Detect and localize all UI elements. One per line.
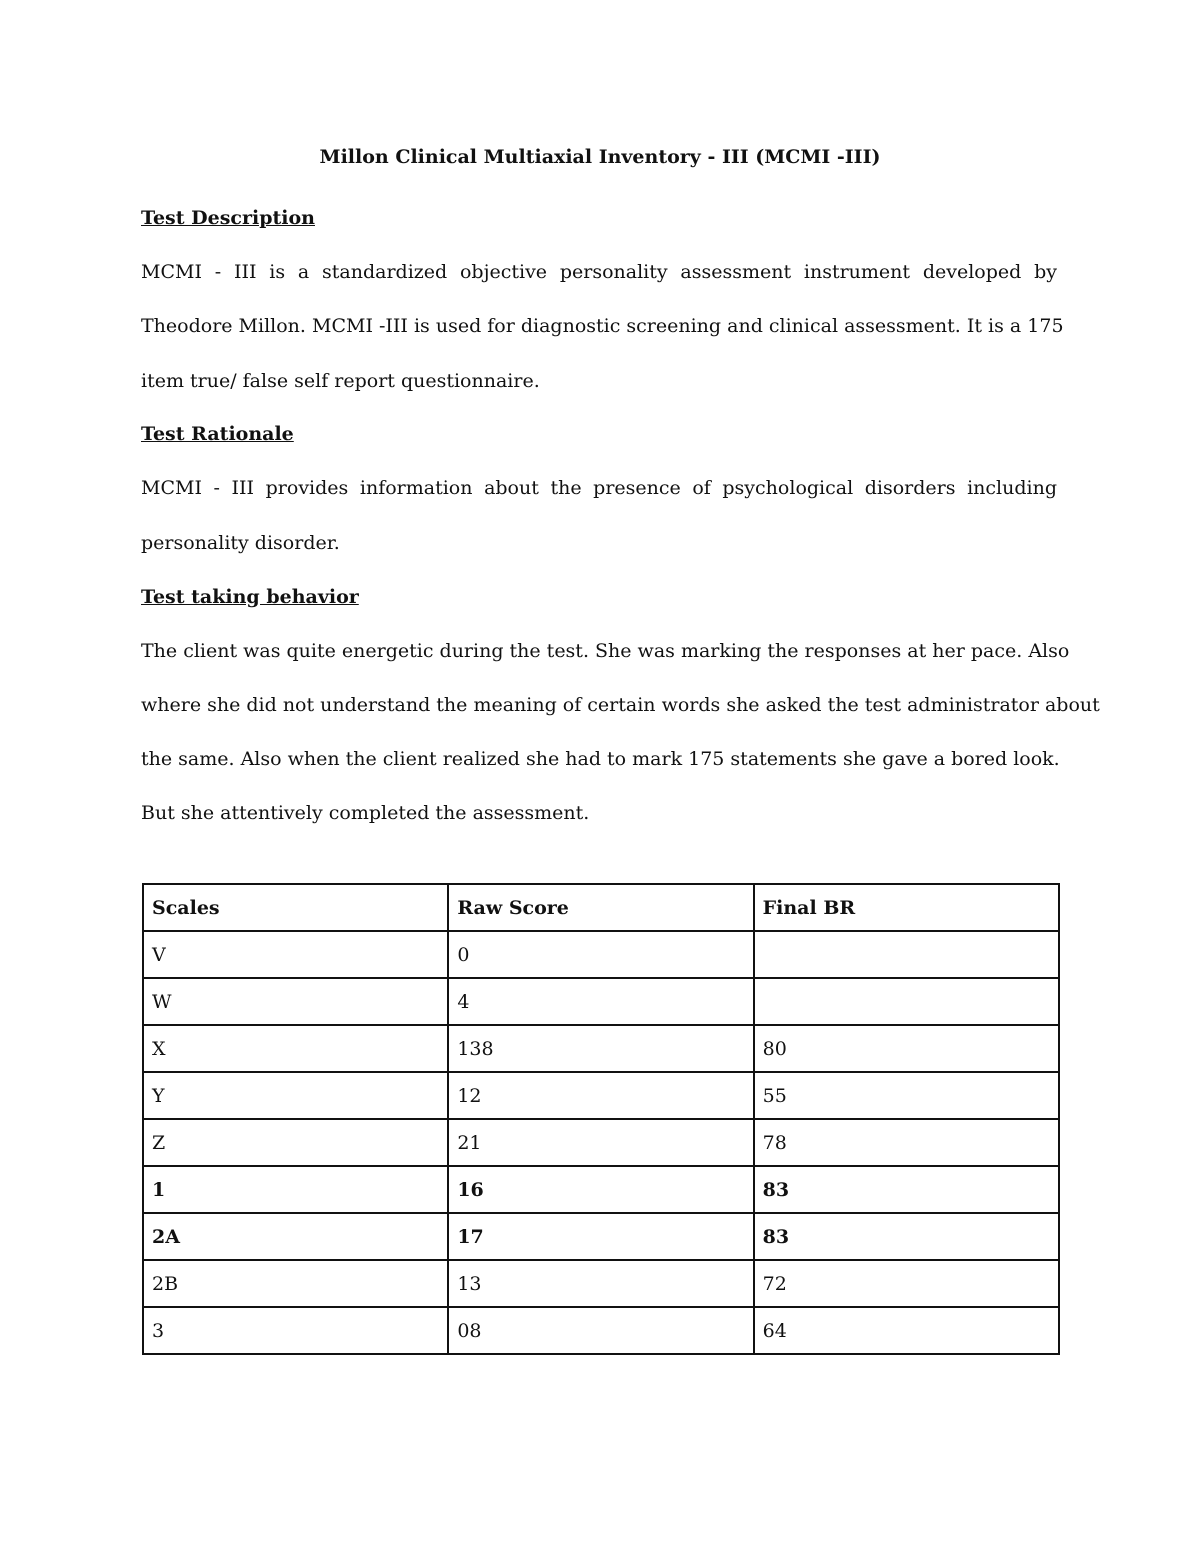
behavior-line-3: the same. Also when the client realized she had to mark 175 statements she gave a bored look. xyxy=(141,748,1060,770)
table-row xyxy=(143,1166,1059,1213)
behavior-line-1: The client was quite energetic during the test. She was marking the responses at her pace. Also xyxy=(141,640,1070,662)
test-rationale-heading: Test Rationale xyxy=(141,423,294,445)
cell-scale: 3 xyxy=(143,1307,448,1354)
description-line-1: MCMI - III is a standardized objective personality assessment instrument developed by xyxy=(141,261,1057,283)
cell-final-br: 64 xyxy=(754,1307,1059,1354)
cell-raw-score: 13 xyxy=(448,1260,753,1307)
table-row xyxy=(143,978,1059,1025)
test-behavior-heading: Test taking behavior xyxy=(141,586,359,608)
cell-raw-score: 0 xyxy=(448,931,753,978)
cell-scale: V xyxy=(143,931,448,978)
test-description-heading: Test Description xyxy=(141,207,315,229)
cell-raw-score: 4 xyxy=(448,978,753,1025)
cell-final-br: 55 xyxy=(754,1072,1059,1119)
cell-final-br: 83 xyxy=(754,1213,1059,1260)
header-final-br: Final BR xyxy=(754,884,1059,931)
cell-raw-score: 16 xyxy=(448,1166,753,1213)
cell-scale: 2A xyxy=(143,1213,448,1260)
cell-scale: 1 xyxy=(143,1166,448,1213)
cell-final-br: 72 xyxy=(754,1260,1059,1307)
table-row xyxy=(143,1260,1059,1307)
table-row xyxy=(143,1072,1059,1119)
behavior-line-4: But she attentively completed the assessment. xyxy=(141,802,590,824)
cell-scale: 2B xyxy=(143,1260,448,1307)
cell-scale: Z xyxy=(143,1119,448,1166)
table-row xyxy=(143,1025,1059,1072)
cell-final-br: 83 xyxy=(754,1166,1059,1213)
cell-raw-score: 17 xyxy=(448,1213,753,1260)
cell-raw-score: 12 xyxy=(448,1072,753,1119)
behavior-line-2: where she did not understand the meaning of certain words she asked the test administrator about xyxy=(141,694,1100,716)
rationale-line-1: MCMI - III provides information about the presence of psychological disorders including xyxy=(141,477,1057,499)
description-line-3: item true/ false self report questionnaire. xyxy=(141,370,540,392)
table-row xyxy=(143,1213,1059,1260)
cell-raw-score: 138 xyxy=(448,1025,753,1072)
cell-raw-score: 21 xyxy=(448,1119,753,1166)
scores-table xyxy=(142,883,1060,1355)
header-scales: Scales xyxy=(143,884,448,931)
table-row xyxy=(143,931,1059,978)
cell-scale: W xyxy=(143,978,448,1025)
description-line-2: Theodore Millon. MCMI -III is used for diagnostic screening and clinical assessment. It is a 175 xyxy=(141,315,1064,337)
rationale-line-2: personality disorder. xyxy=(141,532,340,554)
cell-scale: Y xyxy=(143,1072,448,1119)
cell-scale: X xyxy=(143,1025,448,1072)
table-row xyxy=(143,1119,1059,1166)
table-header-row xyxy=(143,884,1059,931)
cell-final-br: 80 xyxy=(754,1025,1059,1072)
cell-final-br xyxy=(754,931,1059,978)
cell-final-br xyxy=(754,978,1059,1025)
table-row xyxy=(143,1307,1059,1354)
cell-raw-score: 08 xyxy=(448,1307,753,1354)
header-raw-score: Raw Score xyxy=(448,884,753,931)
cell-final-br: 78 xyxy=(754,1119,1059,1166)
document-title: Millon Clinical Multiaxial Inventory - III (MCMI -III) xyxy=(319,146,881,168)
